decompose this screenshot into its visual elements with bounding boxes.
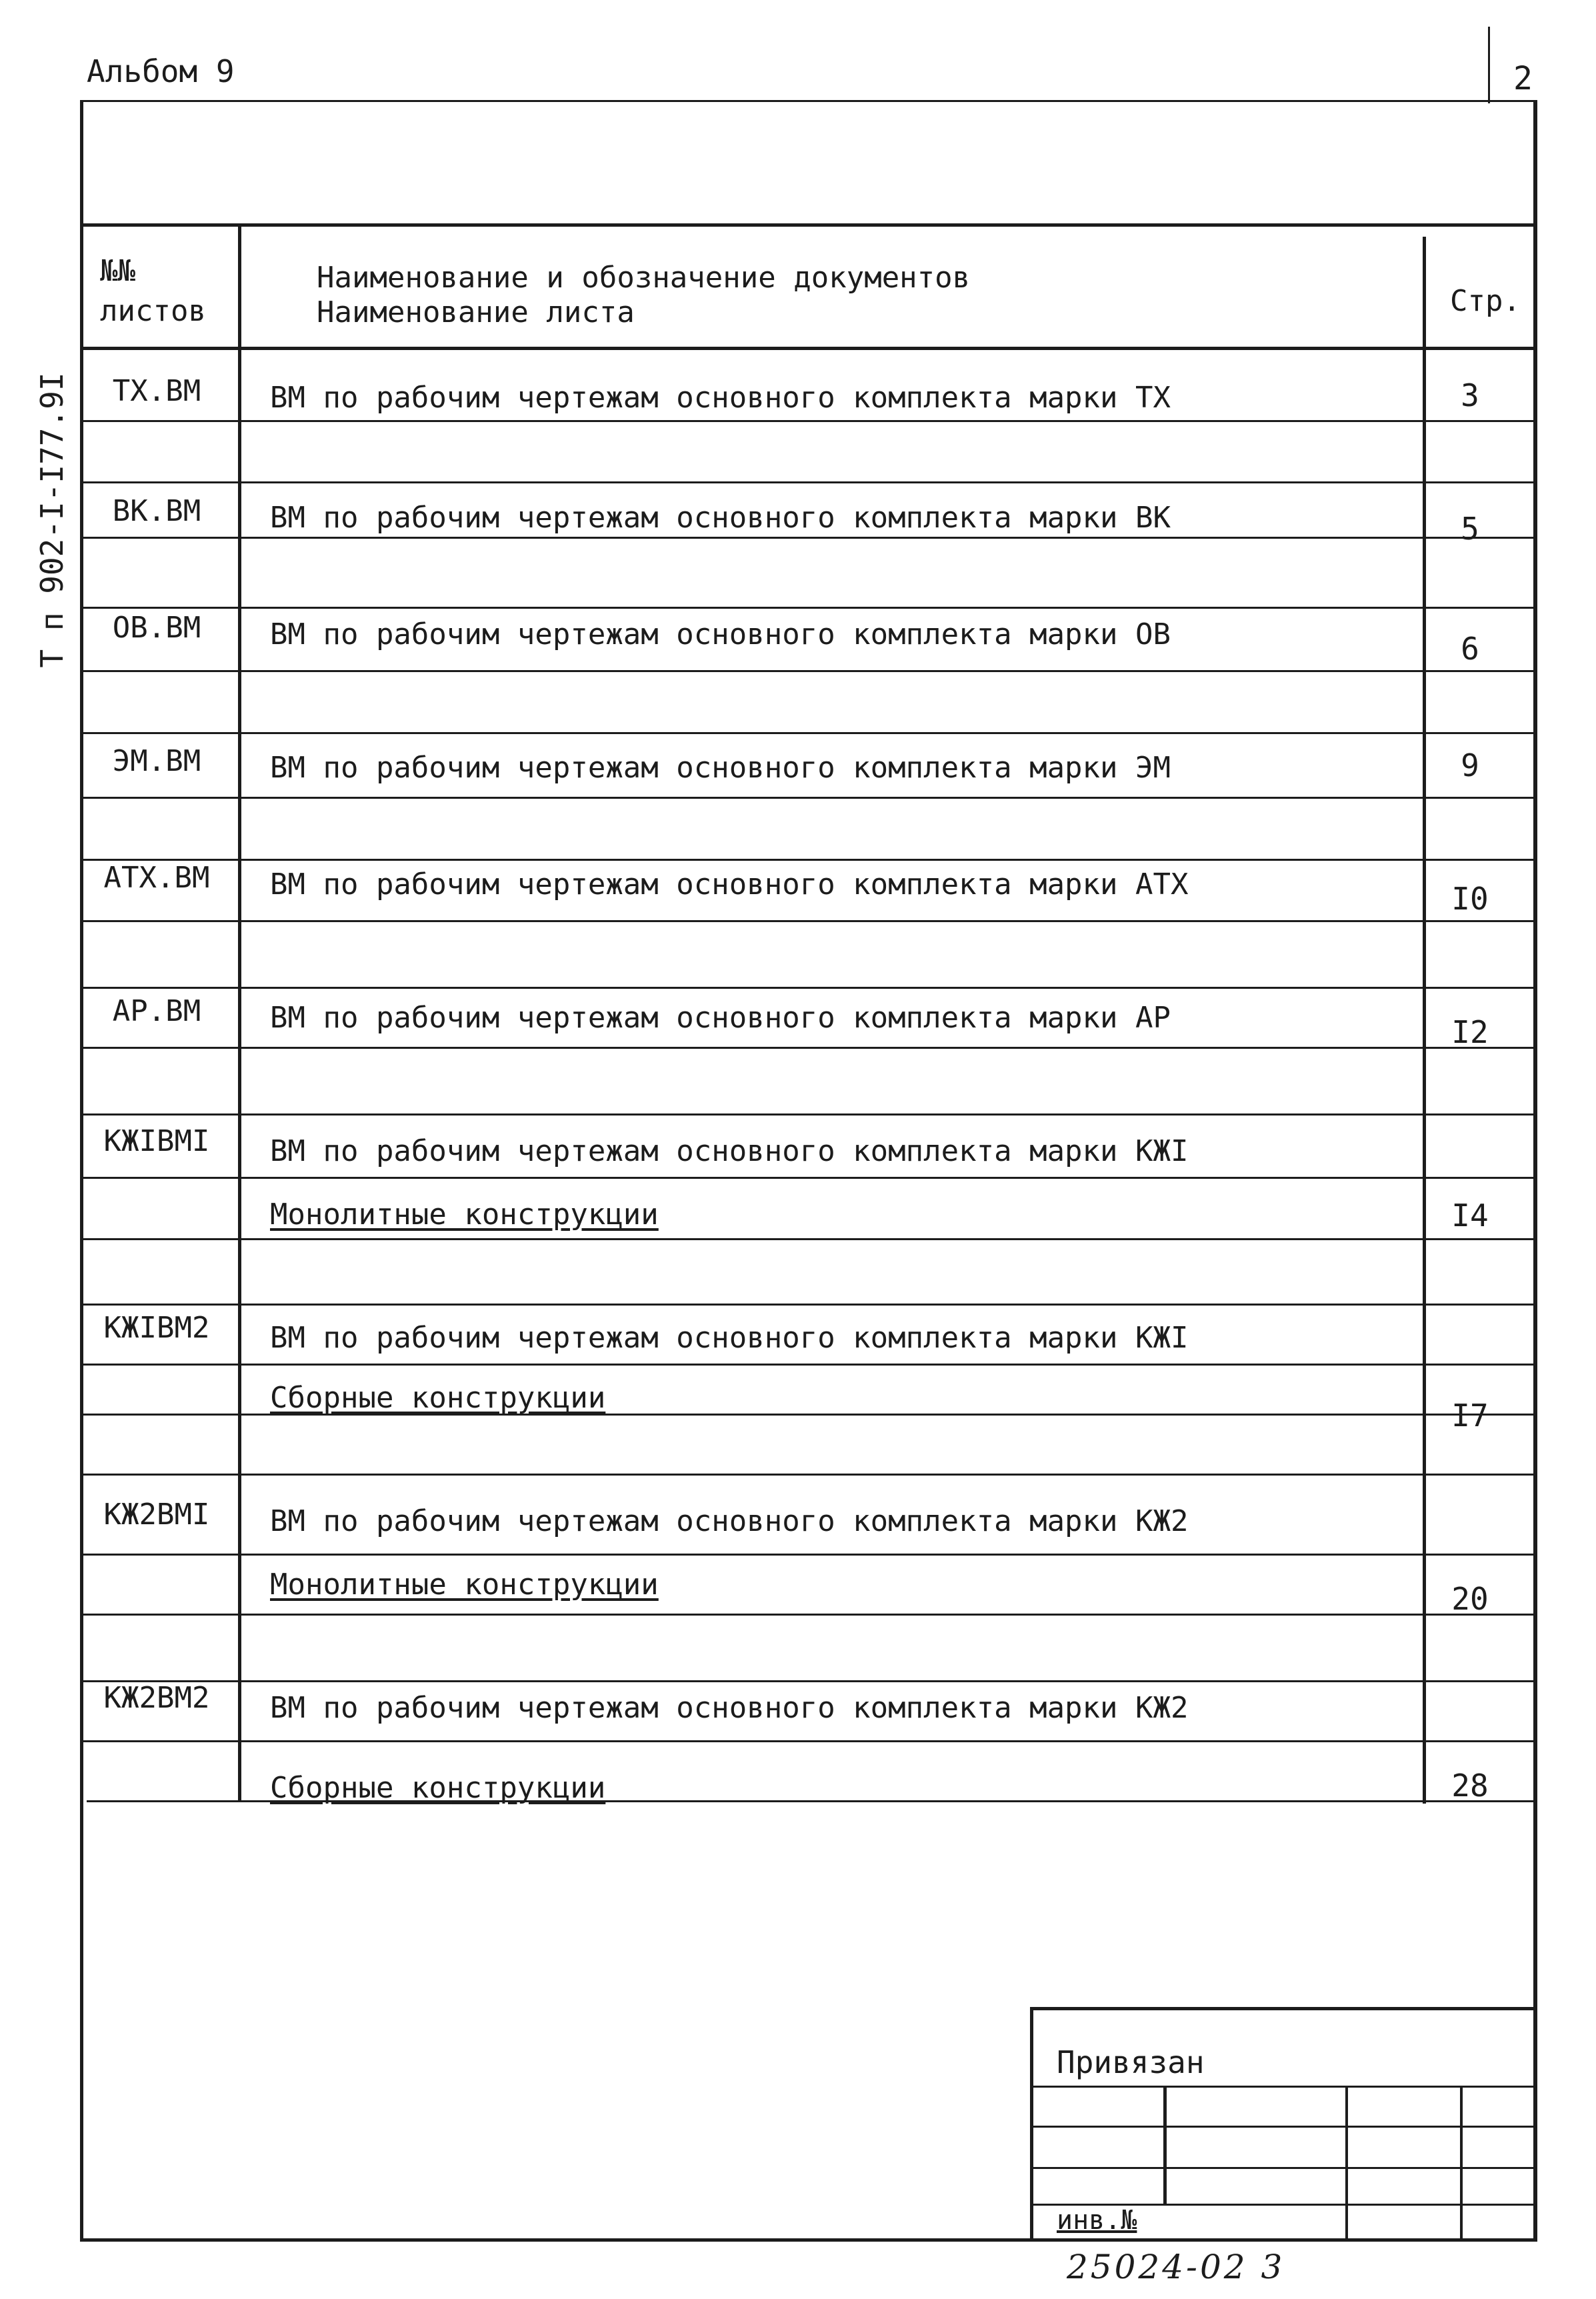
row-name: ВМ по рабочим чертежам основного комплекта марки ТХ bbox=[270, 381, 1171, 415]
row-code: КЖ2ВМI bbox=[103, 1498, 210, 1532]
row-code: КЖIВМI bbox=[103, 1124, 210, 1158]
row-code: КЖIВМ2 bbox=[103, 1311, 210, 1345]
stamp-top-border bbox=[1030, 2007, 1537, 2010]
header-sheets-label: листов bbox=[100, 294, 206, 328]
row-line bbox=[80, 732, 1537, 734]
row-line bbox=[80, 420, 1537, 422]
row-line bbox=[80, 920, 1537, 922]
row-line bbox=[80, 1364, 1537, 1366]
row-name: ВМ по рабочим чертежам основного комплекта марки КЖ2 bbox=[270, 1691, 1189, 1725]
album-label: Альбом 9 bbox=[87, 53, 235, 89]
row-line bbox=[80, 1177, 1537, 1179]
row-line bbox=[80, 607, 1537, 609]
stamp-left-border bbox=[1030, 2007, 1033, 2242]
header-page: Стр. bbox=[1450, 284, 1521, 318]
row-name: ВМ по рабочим чертежам основного комплекта марки КЖI bbox=[270, 1321, 1189, 1355]
row-line bbox=[80, 1614, 1537, 1616]
row-page: I4 bbox=[1451, 1198, 1489, 1234]
row-name: ВМ по рабочим чертежам основного комплекта марки ВК bbox=[270, 501, 1171, 535]
row-name: ВМ по рабочим чертежам основного комплекта марки АР bbox=[270, 1001, 1171, 1035]
row-name: ВМ по рабочим чертежам основного комплекта марки АТХ bbox=[270, 867, 1189, 901]
row-subtitle: Сборные конструкции bbox=[270, 1381, 606, 1415]
stamp-divider bbox=[1345, 2086, 1348, 2242]
row-page: 9 bbox=[1461, 747, 1479, 783]
row-line bbox=[80, 670, 1537, 672]
row-line bbox=[80, 1304, 1537, 1306]
header-sheets-no: №№ bbox=[100, 254, 135, 288]
row-name: ВМ по рабочим чертежам основного комплекта марки КЖ2 bbox=[270, 1504, 1189, 1538]
row-code: ВК.ВМ bbox=[112, 494, 201, 528]
row-code: ЭМ.ВМ bbox=[112, 744, 201, 778]
inventory-number-label: инв.№ bbox=[1057, 2205, 1137, 2236]
row-page: I2 bbox=[1451, 1014, 1489, 1050]
row-line bbox=[80, 797, 1537, 799]
row-code: АР.ВМ bbox=[112, 994, 201, 1028]
row-name: ВМ по рабочим чертежам основного комплекта марки ЭМ bbox=[270, 751, 1171, 785]
inventory-number: 25024-02 3 bbox=[1067, 2248, 1285, 2286]
row-subtitle: Монолитные конструкции bbox=[270, 1198, 659, 1232]
stamp-divider bbox=[1163, 2086, 1167, 2206]
row-code: КЖ2ВМ2 bbox=[103, 1681, 210, 1715]
row-line bbox=[80, 1474, 1537, 1476]
row-page: I7 bbox=[1451, 1398, 1489, 1434]
row-code: ТХ.ВМ bbox=[112, 374, 201, 408]
row-page: 6 bbox=[1461, 631, 1479, 667]
row-name: ВМ по рабочим чертежам основного комплекта марки ОВ bbox=[270, 617, 1171, 651]
header-doc-name: Наименование и обозначение документов bbox=[317, 261, 971, 295]
row-page: 28 bbox=[1451, 1768, 1489, 1804]
row-line bbox=[80, 481, 1537, 483]
row-page: 20 bbox=[1451, 1581, 1489, 1617]
row-code: АТХ.ВМ bbox=[103, 861, 210, 895]
stamp-bound-label: Привязан bbox=[1057, 2044, 1205, 2080]
row-page: 5 bbox=[1461, 511, 1479, 547]
row-page: I0 bbox=[1451, 881, 1489, 917]
row-name: ВМ по рабочим чертежам основного комплекта марки КЖI bbox=[270, 1134, 1189, 1168]
row-line bbox=[80, 1680, 1537, 1682]
column-divider-code bbox=[238, 223, 241, 1800]
row-line bbox=[80, 1554, 1537, 1556]
sheet-number-box-divider bbox=[1488, 27, 1490, 103]
row-subtitle: Монолитные конструкции bbox=[270, 1568, 659, 1602]
row-line bbox=[80, 859, 1537, 861]
sheet-number: 2 bbox=[1513, 60, 1533, 97]
table-header-bottom-border bbox=[80, 347, 1537, 350]
row-line bbox=[80, 1740, 1537, 1742]
side-designation: Т п 902-I-I77.9I bbox=[34, 372, 70, 668]
stamp-divider bbox=[1460, 2086, 1463, 2242]
row-line bbox=[80, 1047, 1537, 1049]
row-page: 3 bbox=[1461, 377, 1479, 413]
row-subtitle: Сборные конструкции bbox=[270, 1771, 606, 1805]
row-line bbox=[80, 1238, 1537, 1240]
row-line bbox=[80, 987, 1537, 989]
header-sheet-name: Наименование листа bbox=[317, 295, 635, 329]
row-line bbox=[80, 537, 1537, 539]
table-top-border bbox=[80, 223, 1537, 227]
row-code: ОВ.ВМ bbox=[112, 611, 201, 645]
row-line bbox=[80, 1113, 1537, 1115]
